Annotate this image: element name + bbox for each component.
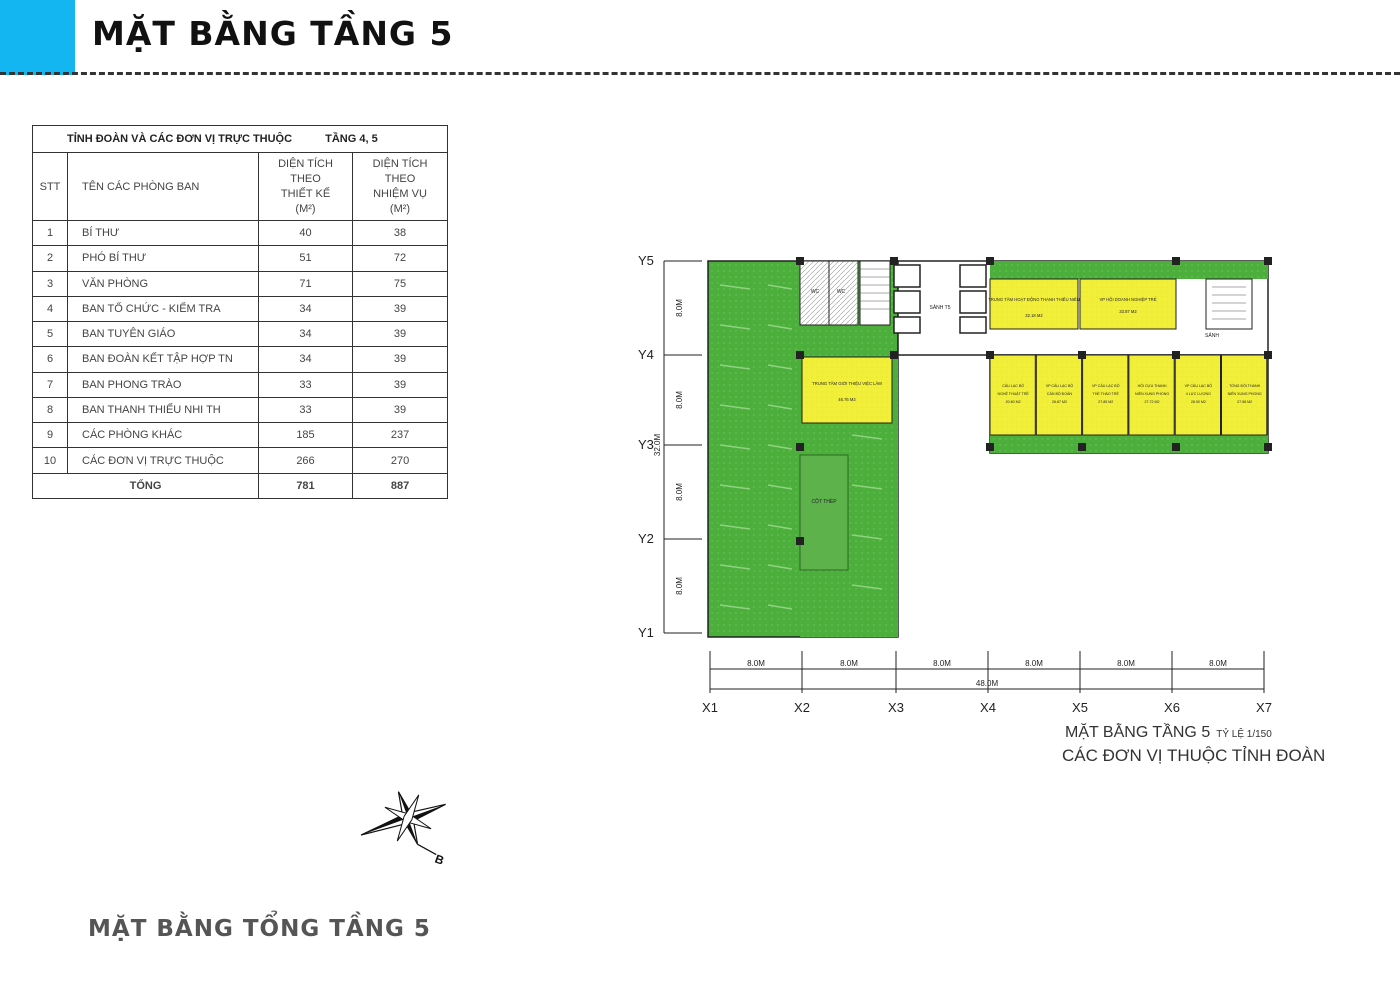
table-cell-stt: 2	[33, 246, 68, 271]
page-title: MẶT BẰNG TẦNG 5	[92, 14, 454, 53]
room-row-area: 27.58 M2	[1237, 400, 1253, 404]
table-cell-task: 39	[353, 372, 448, 397]
room-top-2	[1080, 279, 1176, 329]
room-row-name: 4 LỰC LƯỢNG	[1185, 392, 1211, 396]
table-cell-task: 72	[353, 246, 448, 271]
elevator-2	[894, 291, 920, 313]
table-row	[33, 397, 448, 422]
table-cell-design: 185	[259, 423, 353, 448]
area-table	[32, 125, 448, 499]
elevator-5	[960, 291, 986, 313]
table-cell-design: 34	[259, 347, 353, 372]
table-cell-name: BAN THANH THIẾU NHI TH	[68, 397, 259, 422]
room-top-1	[990, 279, 1078, 329]
steel-void	[800, 455, 848, 570]
x-dim-label: 8.0M	[933, 659, 951, 668]
room-row-name: TỔNG ĐỘI THANH	[1229, 384, 1261, 388]
right-row-rooms	[990, 355, 1267, 435]
table-cell-task: 75	[353, 271, 448, 296]
table-cell-design: 34	[259, 322, 353, 347]
x-dim-label: 8.0M	[840, 659, 858, 668]
x-axis-group	[702, 651, 1272, 715]
y-axis-label: Y2	[638, 531, 654, 546]
table-cell-stt: 7	[33, 372, 68, 397]
table-title: TỈNH ĐOÀN VÀ CÁC ĐƠN VỊ TRỰC THUỘC	[67, 133, 293, 146]
col-name: TÊN CÁC PHÒNG BAN	[68, 153, 259, 221]
table-cell-task: 39	[353, 347, 448, 372]
table-cell-design: 33	[259, 397, 353, 422]
table-cell-stt: 4	[33, 296, 68, 321]
x-dim-label: 8.0M	[1025, 659, 1043, 668]
room-left-name: TRUNG TÂM GIỚI THIỆU VIỆC LÀM	[812, 381, 882, 386]
room-row-name: NIÊN XUNG PHONG	[1227, 392, 1262, 396]
table-cell-name: BÍ THƯ	[68, 221, 259, 246]
x-axis-label: X7	[1256, 700, 1272, 715]
room-row-name: HỘI CỰU THANH	[1137, 384, 1167, 388]
floor-plan	[620, 245, 1300, 725]
table-row	[33, 271, 448, 296]
green-top-strip-2	[1176, 261, 1268, 279]
table-cell-stt: 1	[33, 221, 68, 246]
col-task-area: DIỆN TÍCH THEO NHIỆM VỤ (M²)	[353, 153, 448, 221]
plan-caption-name: MẶT BẰNG TẦNG 5	[1065, 724, 1211, 741]
table-total-row	[33, 473, 448, 498]
y-axis-label: Y1	[638, 625, 654, 640]
plan-caption-title	[1065, 724, 1272, 742]
y-axis-group	[638, 253, 702, 640]
elevator-4	[960, 265, 986, 287]
y-dim-label: 8.0M	[675, 299, 684, 317]
y-axis-label: Y5	[638, 253, 654, 268]
table-cell-design: 34	[259, 296, 353, 321]
room-row-area: 27.72 M2	[1144, 400, 1160, 404]
room-row-name: THỂ THAO TRẺ	[1092, 392, 1119, 396]
elevator-6	[960, 317, 986, 333]
x-dim-label: 8.0M	[747, 659, 765, 668]
room-left-area: 46.76 M2	[838, 397, 856, 402]
wc-label-2: WC	[836, 289, 846, 295]
table-row	[33, 423, 448, 448]
compass-icon	[350, 780, 460, 870]
room-row-name: NIÊN XUNG PHONG	[1134, 392, 1170, 396]
table-row	[33, 221, 448, 246]
table-cell-task: 39	[353, 397, 448, 422]
room-row-area: 20.60 M2	[1005, 400, 1021, 404]
x-dim-label: 8.0M	[1117, 659, 1135, 668]
room-row-name: CÁN BỘ ĐOÀN	[1046, 392, 1073, 396]
y-dim-label: 8.0M	[675, 577, 684, 595]
table-cell-task: 39	[353, 296, 448, 321]
header-accent-block	[0, 0, 75, 75]
table-cell-name: CÁC ĐƠN VỊ TRỰC THUỘC	[68, 448, 259, 473]
table-cell-stt: 6	[33, 347, 68, 372]
lobby-2-label: SẢNH	[1205, 333, 1219, 339]
x-total-label: 48.0M	[975, 679, 999, 688]
table-cell-name: CÁC PHÒNG KHÁC	[68, 423, 259, 448]
room-top-1-name: TRUNG TÂM HOẠT ĐỘNG THANH THIẾU NIÊN	[988, 297, 1080, 302]
elevator-1	[894, 265, 920, 287]
table-row	[33, 347, 448, 372]
green-top-strip	[990, 261, 1176, 279]
y-total-label: 32.0M	[653, 433, 662, 457]
room-row-area: 28.00 M2	[1190, 400, 1206, 404]
table-title-row	[33, 126, 448, 153]
lobby-1-label: SẢNH T5	[929, 305, 951, 311]
room-row-name: VP CÂU LẠC BỘ	[1184, 384, 1213, 388]
table-cell-design: 33	[259, 372, 353, 397]
table-cell-name: BAN ĐOÀN KẾT TẬP HỢP TN	[68, 347, 259, 372]
table-cell-stt: 9	[33, 423, 68, 448]
room-top-2-area: 33.87 M2	[1119, 309, 1137, 314]
table-cell-stt: 8	[33, 397, 68, 422]
table-cell-design: 266	[259, 448, 353, 473]
table-cell-design: 40	[259, 221, 353, 246]
col-stt: STT	[33, 153, 68, 221]
compass-label: B	[432, 851, 446, 868]
y-dim-label: 8.0M	[675, 483, 684, 501]
elevator-3	[894, 317, 920, 333]
table-cell-stt: 5	[33, 322, 68, 347]
void-label: CỘT THÉP	[811, 499, 837, 505]
x-axis-label: X2	[794, 700, 810, 715]
room-row-area: 26.87 M2	[1051, 400, 1067, 404]
table-row	[33, 372, 448, 397]
x-axis-label: X4	[980, 700, 996, 715]
table-header-row	[33, 153, 448, 221]
footer-title: MẶT BẰNG TỔNG TẦNG 5	[88, 916, 431, 942]
table-cell-stt: 10	[33, 448, 68, 473]
x-dim-label: 8.0M	[1209, 659, 1227, 668]
room-top-2-name: VP HỘI DOANH NGHIỆP TRẺ	[1099, 297, 1157, 302]
plan-caption-scale: TỶ LỆ 1/150	[1216, 729, 1272, 740]
table-total-design: 781	[259, 473, 353, 498]
y-axis-label: Y4	[638, 347, 654, 362]
room-row-name: NGHỆ THUẬT TRẺ	[997, 392, 1029, 396]
table-total-task: 887	[353, 473, 448, 498]
table-row	[33, 296, 448, 321]
green-right-strip	[990, 435, 1268, 453]
x-axis-label: X5	[1072, 700, 1088, 715]
table-row	[33, 322, 448, 347]
table-cell-task: 237	[353, 423, 448, 448]
table-cell-design: 51	[259, 246, 353, 271]
table-row	[33, 448, 448, 473]
table-total-label: TỔNG	[33, 473, 259, 498]
table-cell-name: BAN PHONG TRÀO	[68, 372, 259, 397]
room-top-1-area: 32.18 M2	[1025, 313, 1043, 318]
y-axis-label: Y3	[638, 437, 654, 452]
table-cell-name: BAN TỔ CHỨC - KIỂM TRA	[68, 296, 259, 321]
room-left	[802, 357, 892, 423]
x-axis-label: X3	[888, 700, 904, 715]
room-row-area: 27.85 M2	[1098, 400, 1114, 404]
table-cell-stt: 3	[33, 271, 68, 296]
table-row	[33, 246, 448, 271]
table-cell-name: VĂN PHÒNG	[68, 271, 259, 296]
table-floors: TẦNG 4, 5	[325, 133, 378, 146]
wc-label-1: WC	[810, 289, 820, 295]
table-cell-task: 38	[353, 221, 448, 246]
col-design-area: DIỆN TÍCH THEO THIẾT KẾ (M²)	[259, 153, 353, 221]
x-axis-label: X6	[1164, 700, 1180, 715]
table-cell-name: BAN TUYÊN GIÁO	[68, 322, 259, 347]
table-cell-task: 270	[353, 448, 448, 473]
stair-2	[1206, 279, 1252, 329]
room-row-name: VP CÂU LẠC BỘ	[1045, 384, 1074, 388]
header-divider	[0, 72, 1400, 75]
table-cell-design: 71	[259, 271, 353, 296]
plan-caption-sub: CÁC ĐƠN VỊ THUỘC TỈNH ĐOÀN	[1062, 746, 1326, 765]
y-dim-label: 8.0M	[675, 391, 684, 409]
room-row-name: VP CÂU LẠC BỘ	[1092, 384, 1120, 388]
table-cell-name: PHÓ BÍ THƯ	[68, 246, 259, 271]
x-axis-label: X1	[702, 700, 718, 715]
table-cell-task: 39	[353, 322, 448, 347]
room-row-name: CÂU LẠC BỘ	[1002, 384, 1025, 388]
